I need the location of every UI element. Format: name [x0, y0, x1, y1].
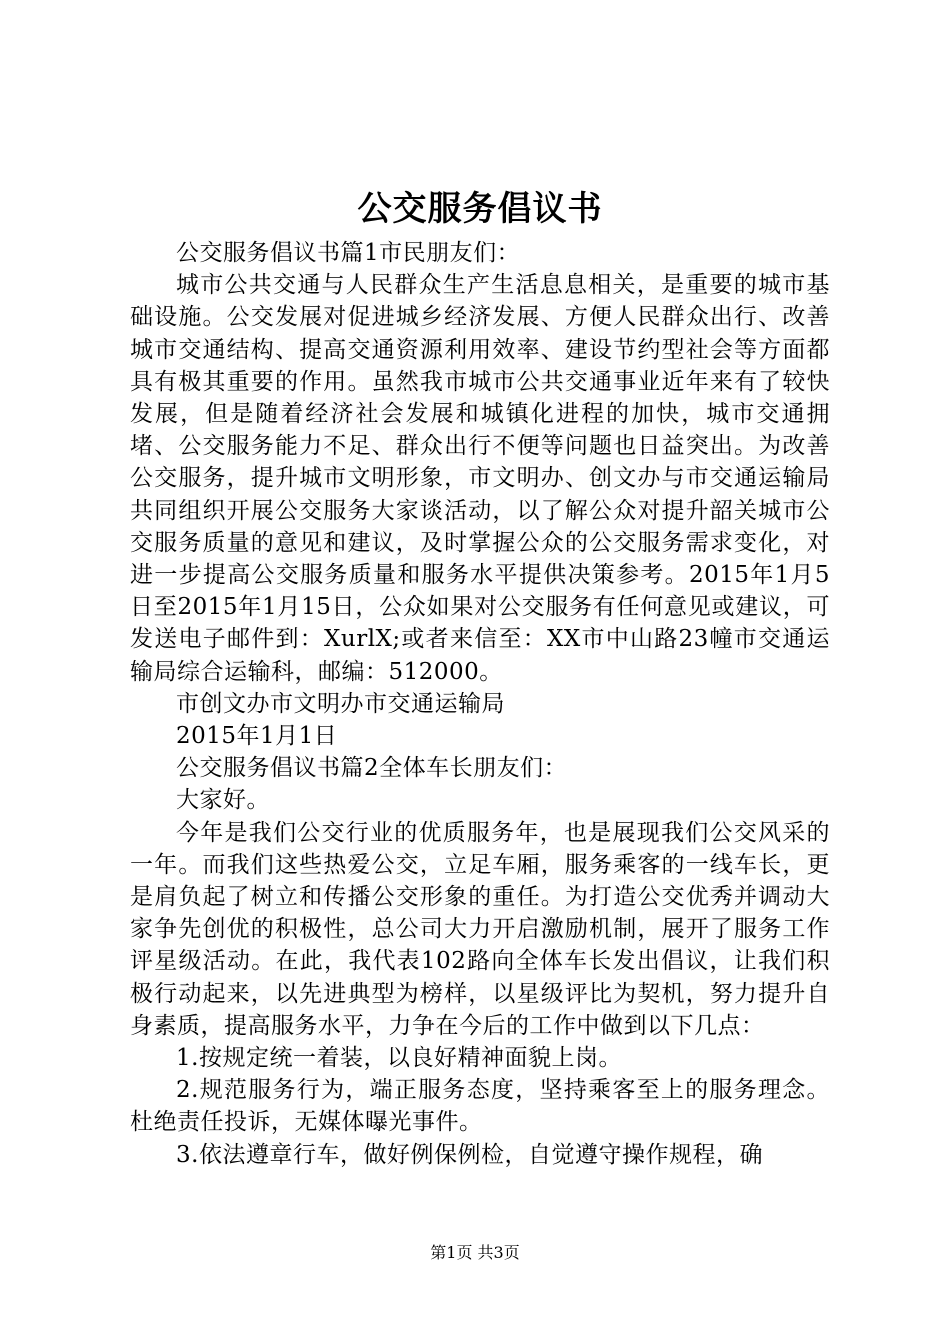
- document-body: [130, 185, 830, 1171]
- list-item-1: 1.按规定统一着装，以良好精神面貌上岗。: [176, 1045, 622, 1072]
- paragraph-body-2: 今年是我们公交行业的优质服务年，也是展现我们公交风采的一年。而我们这些热爱公交，立足车厢，服务乘客的一线车长，更是肩负起了树立和传播公交形象的重任。为打造公交优秀并调动大家争先创优的积极性，总公司大力开启激励机制，展开了服务工作评星级活动。在此，我代表102路向全体车长发出倡议，让我们积极行动起来，以先进典型为榜样，以星级评比为契机，努力提升自身素质，提高服务水平，力争在今后的工作中做到以下几点：: [130, 819, 830, 1039]
- paragraph-greeting-2: 公交服务倡议书篇2全体车长朋友们：: [176, 755, 568, 782]
- document-title: 公交服务倡议书: [357, 189, 603, 229]
- paragraph-signature: 市创文办市文明办市交通运输局: [176, 690, 505, 717]
- paragraph-body-1: 城市公共交通与人民群众生产生活息息相关，是重要的城市基础设施。公交发展对促进城乡经济发展、方便人民群众出行、改善城市交通结构、提高交通资源利用效率、建设节约型社会等方面都具有极其重要的作用。虽然我市城市公共交通事业近年来有了较快发展，但是随着经济社会发展和城镇化进程的加快，城市交通拥堵、公交服务能力不足、群众出行不便等问题也日益突出。为改善公交服务，提升城市文明形象，市文明办、创文办与市交通运输局共同组织开展公交服务大家谈活动，以了解公众对提升韶关城市公交服务质量的意见和建议，及时掌握公众的公交服务需求变化，对进一步提高公交服务质量和服务水平提供决策参考。2015年1月5日至2015年1月15日，公众如果对公交服务有任何意见或建议，可发送电子邮件到：XurlX;或者来信至：XX市中山路23幢市交通运输局综合运输科，邮编：512000。: [130, 272, 830, 685]
- paragraph-date: 2015年1月1日: [176, 723, 338, 750]
- page-number-footer: 第1页 共3页: [430, 1243, 520, 1262]
- list-item-3: 3.依法遵章行车，做好例保例检，自觉遵守操作规程，确: [176, 1141, 763, 1168]
- paragraph-greeting-1: 公交服务倡议书篇1市民朋友们：: [176, 240, 521, 266]
- paragraph-hello: 大家好。: [176, 787, 270, 814]
- list-item-2: 2.规范服务行为，端正服务态度，坚持乘客至上的服务理念。杜绝责任投诉，无媒体曝光事件。: [130, 1077, 830, 1136]
